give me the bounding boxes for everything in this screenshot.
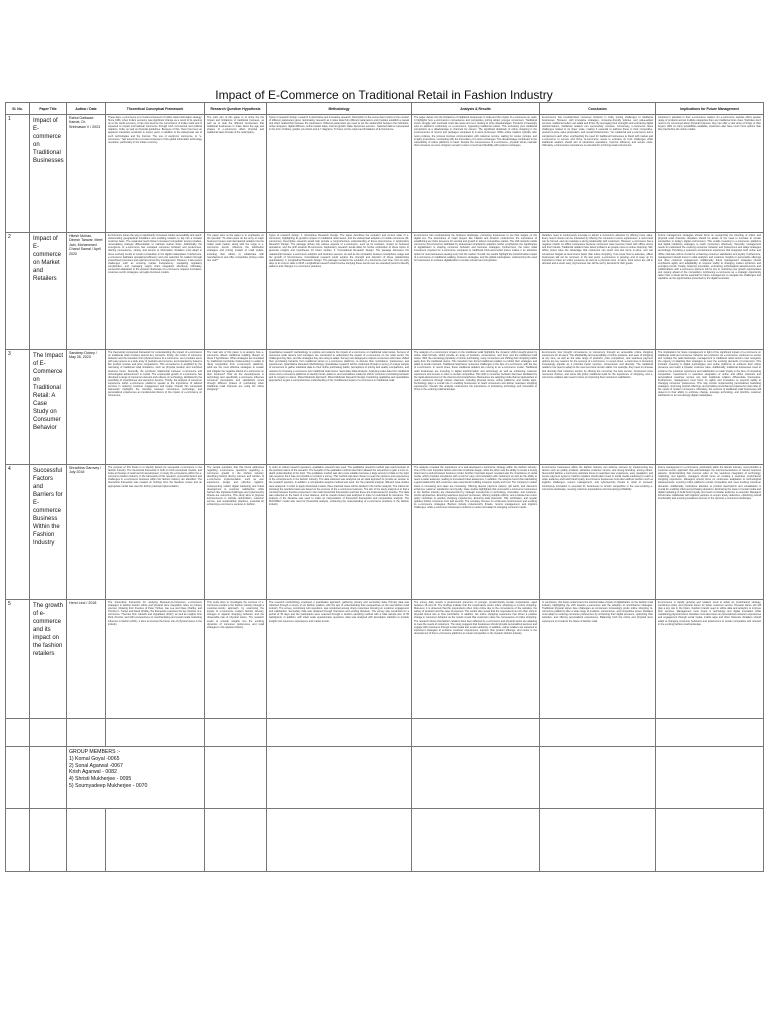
header-author-date: Author / Date bbox=[67, 103, 106, 115]
research-question-text: The main aim of this paper is to shine the the Impact and limitations of traditional business, as well as to look the different businesses that traditional businesses to make faces the age and shapes of e-commerce affect physical and traditional sales formats of the retail space. bbox=[205, 115, 267, 233]
header-conclusion: Conclusion bbox=[540, 103, 656, 115]
table-row bbox=[6, 350, 764, 465]
methodology-text: The research methodology employed a quantitative approach, gathering primary and secondary data. Primary data was collected through a survey of six fashion retailers, with the aim of understanding their perspectives on the fast fashion retail industry. The survey, comprising mini questions, was conducted among ninety responses focusing on customer engagement and satisfaction. Secondary data was obtained through interviews and existing literature. The survey was conducted for a period of 30 days and the participants were selected through a random sampling method with a total sample size of 50 participants. In addition, with Likert scale questionnaire questions, data was analyzed with descriptive statistics to provide insights into consumer experiences and market trends. bbox=[267, 600, 412, 719]
research-question-text: This study aims to investigate the success of e-commerce portals in the fashion industry through a customer-centric approach, by examining the impact of e-commerce modern fashion industry, changes in apparel shopping behavior, and the observable rate of physical stores. The research seeks to provide insights into the evolving dynamics of consumer preferences and retail strategies in the apparel industry. bbox=[205, 600, 267, 719]
conclusion-text: Retailers need to continuously innovate to attract a customer's attention by offering more value. Every store's clients can be interested by offering the consumer in-store experiences, a new brand can be formed, and can maintain a strong relationship with customers. However, e-commerce has a negative impact on offline businesses because customers have become bored with offline stores and their brands. Traditional retailers have faced problems as people move to online shopping. Still, offline stores have the advantage that customers can touch and feel items in-store, and can sometimes bargain at local stores better than online shopping. If we know how to advertise, offline businesses will not be removed. In the last years, e-commerce is growing, and to keep up it's important to have an online presence as well as a physical store. In-store, local stores are still in demand and a small, easy, big business can still be set by demand for their goods. bbox=[540, 233, 656, 350]
conclusion-text: E-commerce businesses within the fashion industry can achieve success by implementing key factors such as quality products, attractive customer service, and strong branding, among others. Successful fashion e-commerce websites focus on seamless user experience, easy navigation, and secure payment systems. Fashion retailers should also invest in social media marketing to reach a wider audience and build brand loyalty. E-commerce businesses must also address barriers such as logistics challenges, returns management, and cybersecurity threats in order to succeed. Continuous innovation is essential for businesses to remain competitive in the ever-evolving e-commerce landscape, meeting customer expectations and increasing profitability. bbox=[540, 465, 656, 600]
header-framework: Theoretical Conceptual Framework bbox=[106, 103, 205, 115]
row-number: 4 bbox=[6, 465, 30, 600]
empty-row bbox=[6, 719, 764, 747]
header-paper-title: Paper Title bbox=[30, 103, 67, 115]
framework-text: These days, e-commerce is a crucial component of India's trade information strategy. Since 1991, when India's economy saw significant change as a result of its opening up to the world economy, it has now become the cornerstone of Indian trade and is expected to impact international commerce through both commercial and political relations. India, as well as financial guidelines. Because of this, there has been an apparent interaction revolution in recent years, in addition to the widespread use of such technologies and the Internet. The use of electronic commerce, or "e-commerce," has turned into a crucial component of the global information technology revolution, particularly in the Indian economy. bbox=[106, 115, 205, 233]
literature-review-table bbox=[5, 102, 764, 872]
paper-title: Impact of E-commerce on Traditional Businesses bbox=[30, 115, 67, 233]
conclusion-text: In conclusion, this thesis underscores the transformative impact of digitalization on the fashion retail industry, highlighting the shift towards e-commerce and the adoption of omnichannel strategies. Traditional physical stores face challenges as consumers increasingly prefer online shopping. E-commerce platforms offer a wide range of products, convenience, and competitive prices. Retailers must adapt to evolving consumer preferences by enhancing their digital presence, optimizing their websites, and offering personalized experiences. Balancing both the online and physical store experience is crucial for the future of fashion retail. bbox=[540, 600, 656, 719]
member-item: 4) Shristi Mukherjee - 0095 bbox=[69, 776, 132, 783]
implications-text: Customer's paradise is their e-commerce market. An e-commerce website offers greater range of products across multiple categories than any traditional store does. Websites don't need to be concerned about physical business; they can offer a vast array of things to their buyers. With so many possibilities available, customers also have much more options than they had before the online market. bbox=[656, 115, 764, 233]
empty-row bbox=[6, 809, 764, 872]
methodology-text: Types of research design: 1. Descriptive Research Design: The paper describes the evolution and current state of e-commerce, highlighting its growth's impact on traditional retail stores, and the widespread adoption of mobile commerce (M-commerce). Descriptive research would help provide a comprehensive understanding of these phenomena. 2. Exploratory Research Design: The passage delves into various aspects of e-commerce, such as its evolution, impact on business operations, and the shift towards M-commerce. Exploratory research would allow for further exploration of these topics to generate insights and hypotheses for future studies. 3. Correlational Research Design: The passage discusses the relationship between e-commerce adoption and business success, as well as the correlation between smartphone usage and the growth of M-commerce. Correlational research could explore the strength and direction of these relationships quantitatively. 4. Longitudinal Research Design: The passage mentions the evolution of e-commerce over time, from its early days to its current state in 2018. Longitudinal research would involve studying these trends over an extended period to identify patterns and changes in e-commerce practices. bbox=[267, 233, 412, 350]
paper-title: The growth of e-commerce and its impact on the fashion retailers bbox=[30, 600, 67, 719]
author-date: Sandeep Dubey / May 26, 2023 bbox=[67, 350, 106, 465]
paper-title: Impact of E-commerce on Market and Retailers bbox=[30, 233, 67, 350]
member-item: Krish Agarwal - 0082 bbox=[69, 769, 117, 776]
implications-text: Future management in e-commerce, particularly within the fashion industry, must prioritize a customer-centric approach that acknowledges the interconnectedness of various business aspects. Understanding that success relies on the seamless integration of technology, marketing, and logistics, managers should focus on creating a seamless omnichannel shopping experience. Managers should focus on continuous adaptation to technological advancements, ensuring online platforms remain competitive and meet evolving consumer demands. Additionally, meticulous attention to product descriptions and visualization is crucial for enabling informed purchasing decisions. Embracing the power of social media and digital marketing to build brand loyalty and reach a broader audience is essential. Managers should also collaborate with logistics partners to ensure timely deliveries, optimizing overall functionality and ensuring sustained success in the dynamic e-commerce landscape. bbox=[656, 465, 764, 600]
implications-text: Future management strategies should focus on recognizing the blending of online and physical retail channels. Retailers should be aware of the need to innovate to remain competitive in today's digital environment. This entails investing in e-commerce platforms and digital marketing strategies to reach consumers effectively. Secondly, management needs to understand the evolving consumer behavior and preferences and adapt strategies accordingly. Providing a seamless omnichannel experience that integrates both online and offline channels will be crucial for enhancing customer satisfaction and loyalty. Furthermore, management should invest in data analytics and customer insights to personalize offerings and drive customer engagement. Additionally, future management strategies should emphasize agility and adaptability to respond swiftly to changing market dynamics and emerging trends. Finally, fostering innovation, embracing technological advancements and collaborations with e-commerce partners will be key to unlocking new growth opportunities and staying ahead of the competition. Embracing e-commerce as a strategic opportunity rather than a threat will be essential for future management to navigate the challenges and capitalize on the opportunities presented by the digital revolution. bbox=[656, 233, 764, 350]
framework-text: The purpose of this thesis is to identify factors for successful e-commerce in the fashion industry. The theoretical framework is built on both conceptual models, and looks at theories of retail and its development, to study the ecosystems within the e-commerce fashion industry. In the framework of this research, successful factors and challenges in e-commerce business within the fashion industry are identified. The theoretical framework was created on findings from the literature review and an appropriate model was used for further practical implementation. bbox=[106, 465, 205, 600]
research-question-text: The paper aims at the paper is to emphasize on the question "To what extent do the entry of major business houses and international retailers into the Indian retail market, along with the surge in e-commerce trends, influence the distribution strategies and pricing models of retail outlets, including their efforts to collaborate with manufacturers and offer competitive pricing under one roof?" bbox=[205, 233, 267, 350]
header-row bbox=[6, 103, 764, 115]
analysis-text: The paper delves into the limitations of traditional businesses in India and the impact of e-commerce on retail. It highlights how e-commerce's convenience and competitive pricing attract younger consumers. Traditional stores struggle with overhead costs like lease and rent, leading to price disadvantages. Products increasingly sold on platforms exclusively on e-commerce, bypassing traditional outlets. This exclusivity puts traditional competitors at a disadvantage in channels for owners. The significant drawback of online shopping is the inconvenience of returns and packages compared to in-store processes. While online retailers typically offer return policies, the process involves communication with customer service, waiting for courier pickups, and lengthy procedures, contrasting with the immediacy of in-store exchanges. This disadvantage contributes to the vulnerability of online platforms to fraud. Despite the conveniences of e-commerce, physical stores maintain their relevance as some shoppers remain in-store to touch and flexibility with product exchanges. bbox=[412, 115, 540, 233]
analysis-text: The analysis revealed the importance of a well-developed e-commerce strategy within the fashion industry. One of the most important factors was that of website design, while the other was the ability to create a strong brand and a well-structured business model. Another important aspect revealed was the importance of social media, which provides companies with a tool for easy communication with customers as well as the ability to reach a wider audience, leading to increased brand awareness. In addition, the analysis found that maintaining a good relationship with customers was essential for building customer loyalty and trust. The company's market share is increasing and sales are increasing. Offering diverse payment options, gift cards, and discounts enhances customer satisfaction and loyalty. Case studies highlighted that successful e-commerce businesses in the fashion industry are characterized by strategic investments in technology, innovation, and customer-centric approaches. Ensuring seamless payment processes, offering multiple options, and a hassle-free return policy contribute to positive shopping experiences. Ensuring data protection, SSL certificates, and regular updates bolster consumer trust and security. The company focuses on continuous improvement and evolving its e-commerce strategies. Barriers include cybersecurity threats, returns management, and logistics challenges, while e-commerce businesses continue to evolve and adapt to changing consumer needs. bbox=[412, 465, 540, 600]
table-row bbox=[6, 465, 764, 600]
header-implications: Implications for Future Management bbox=[656, 103, 764, 115]
implications-text: E-commerce is rapidly growing and retailers need to adopt an omnichannel strategy, combining online and physical stores for better customer service. Physical stores will still play a key role in the future. Fashion brands need to utilize data and analytics to improve their services. Management must invest in technology and digital innovation while maintaining physical stores. Retailers must also focus on personalized customer experiences and engagement through social media, mobile apps and other channels. Retailers should adapt to changing consumer behaviors and preferences to remain competitive and relevant in the evolving fashion retail landscape. bbox=[656, 600, 764, 719]
member-item: 5) Soumyadeep Mukherjee - 0070 bbox=[69, 782, 148, 789]
author-date: Shradhha Garnvey / July 2018 bbox=[67, 465, 106, 600]
row-number: 3 bbox=[6, 350, 30, 465]
research-question-text: The central questions that this thesis addresses regarding e-commerce questions regarding e-commerce growth in the fashion industry. Identifying factors driving success and barriers of e-commerce implementation, such as user experience design and effective logistics. Implementing unified digital marketing and brand development to customer satisfaction, while barriers like logistical challenges and cybersecurity threats are overcome. This study aims to propose improvements in website optimization, customer service, and sustainability practices, essential for enhancing e-commerce ventures in fashion. bbox=[205, 465, 267, 600]
members-row bbox=[6, 747, 764, 809]
member-item: 1) Komal Goyal -0065 bbox=[69, 755, 120, 762]
conclusion-text: E-commerce has revolutionized consumer behavior in India, posing challenges to traditional businesses. However, with innovative strategies, consumer-friendly policies, and value-added services, traditional sellers can adapt and thrive. By leveraging their strengths and embracing digital transformations, traditional retailers can successfully compete. Conversely, e-commerce faces challenges related to its sheer scale, making it essential to address these in their competitive, product-to-price value proposition, and overall infrastructure. Yet, traditional and e-commerce forms complement each other, emphasizing the need for traditional businesses to blend with market and e-commerce to survive and thrive. E-commerce needs to embrace its trust challenges while traditional retailers should aim to streamline operations, improve efficiency and reduce costs. Ultimately, a harmonious coexistence is essential for a thriving retail environment. bbox=[540, 115, 656, 233]
methodology-text: Types of research design: research is descriptive and innovative research. Description in the sense that it refers to the number of different parameters given. Exploratory research as it relies data from different parameters and provides establish a causal and effect relationship between the parameters. Different parameters are used to set the relationship between the indicators: online shoppers, digital diffusion, online market sales, internet growth. Data: Numerous sources - Selected data is represented in the form of tables, graphs, pie charts and 2-Y diagrams. To focus on the output and limitations of E-Commerce. bbox=[267, 115, 412, 233]
header-research-question: Research Question Hypothesis bbox=[205, 103, 267, 115]
row-number: 1 bbox=[6, 115, 30, 233]
implications-text: The implications for future management in light of the significant impact of e-commerce on traditional retail and consumer behavior are profound. As e-commerce continues to evolve and reshape the retail landscape, management in traditional retail sectors must recognize the urgency of adapting their strategies to meet the evolving demands of consumers. This includes investing in digital technologies and online platforms to enhance their online presence and reach a broader customer base. Additionally, traditional businesses need to enhance the customer experience and satisfaction to retain loyalty in the face of increasing competition. Investments in seamless integration of online and offline channels and personalized customer service can help traditional retailers differentiate themselves. Furthermore, management must focus on agility and innovation to respond swiftly to changing consumer preferences. This may involve implementing personalized marketing strategies, improving product offerings, and providing omnichannel experiences that cater to the needs of modern consumers. Ultimately, the success of traditional retail businesses will depend on their ability to embrace change, leverage technology, and prioritize customer satisfaction in an increasingly digital marketplace. bbox=[656, 350, 764, 465]
member-item: 2) Sonal Agarwal -0067 bbox=[69, 762, 123, 769]
framework-text: The theoretical conceptual framework for understanding the impact of e-commerce on traditional retail revolves around key concepts. Firstly, the notion of consumer behavior and the transition from physical stores to e-commerce, as it provides users with easy access to a wide array of products and services, accompanied by features like product reviews and price comparisons. This convenience is amplified by the narrowing of traditional retail limitations, such as physical location and restricted business hours. Secondly, the synthesis relationship between e-commerce and technological advancement is crucial. The exponential growth of e-commerce has disrupted a range of consumer interests and reliance on technology, facilitated by the possibility of smartphones and electronic devices. Thirdly, the analysis of consumer experience within e-commerce platforms speaks to the importance of tailored services in retaining customer engagement and loyalty. Overall, this conceptual framework highlights the interplay between consumers, technology, and personalized experiences as fundamental drivers of the impact of e-commerce on consumers. bbox=[106, 350, 205, 465]
row-number: 2 bbox=[6, 233, 30, 350]
methodology-text: Quantitative research methodology to explore and analyze the impact of e-commerce on traditional retail stores. Surveys of numerous retail owners and managers are conducted to understand the impact of e-commerce on the retail sector, the challenges they face, and the strategies they are using to adapt. Surveys are designed to capture consumers who have shifted their purchasing behavior from traditional stores to e-commerce platforms, to discuss their motivations, preferences, and experiences. Quantitative Research Methodology: Quantitative research will be conducted through a survey of a large sample of consumers to gather statistical data on their online purchasing habits, perceptions of pricing and quality comparisons, and reasons for choosing e-commerce over traditional retail stores. Secondary Data Analysis: Analyzing sales data from traditional stores and e-commerce platforms to identify trends, patterns, and correlations related to shift in consumer purchasing behavior and its impact on stores. Mixed Methods Approach: Mixed Methods Research Design Combining qualitative and quantitative approaches to gain a comprehensive understanding of the multifaceted impact of e-commerce on traditional retail. bbox=[267, 350, 412, 465]
author-date: Henri Lind / 2018 bbox=[67, 600, 106, 719]
header-analysis: Analysis & Results bbox=[412, 103, 540, 115]
table-row bbox=[6, 115, 764, 233]
framework-text: E-commerce paves the way to significantly increased market accessibility and reach, transcending geographical limitations and enabling retailers to tap into a broader customer base. The expanded reach fosters increased competition among retailers, necessitating strategic differentiation to maintain market share. Additionally, the emergence of e-commerce has reshaped consumer behavior and preferences, offering convenience, variety, and access to information. Retailers must adapt to these evolving trends to remain competitive in the digital marketplace. Furthermore, e-commerce facilitates operational efficiency and cost reduction for retailers through streamlined processes and optimized inventory management. However, it also poses challenges such as ensuring market transparency, navigating regulatory complexities, and managing supply chain integration effectively. Ultimately, successful adaptation to the dynamic landscape of e-commerce requires innovation, customer-centric strategies, and agile business models. bbox=[106, 233, 205, 350]
conclusion-text: E-commerce has brought convenience to consumers through an accessible online shopping experience for all users. The affordability and accessibility of online products, and ease of shopping at any time, as well as the wide range of products, price comparison, and seamless payment options are key reasons for the success of e-commerce. In recent times, e-commerce is becoming increasingly popular as it provides better services, convenience and diversity. The traditional retailers now need to adapt to the new trend and remain viable. For example, they need to innovate and diversify their customer service by offering the consumer the best service. Consumers have numerous choices, and some still prefer traditional retail for the experience of shopping, and e-commerce retailers also need to focus on improving their customers' satisfaction. bbox=[540, 350, 656, 465]
author-date: Rahul Gaikwad Kamat, Dr. Srinivasan V / 2023 bbox=[67, 115, 106, 233]
analysis-text: The survey data unveils a predominant presence of younger, predominantly female respondents, aged between 18 and 24. The findings indicate that the respondents prefer online shopping to in-store shopping. Moreover, it is observed that the respondents often shop online due to the convenience of the websites, the variety of products and the ease of payment. The results also reveal that the respondents do not often shop in physical stores due to time constraints. In addition, the online shopping experience has driven a positive change in consumer behavior as the results reveal that customers value the convenience of online shopping. The research shows that fashion retailers have been affected by e-commerce and physical stores are adapting to meet the needs of customers. The study suggests that businesses should provide personalized services and engage with customers through social media and email marketing. In addition, online retailers are expected to implement strategies to enhance customer experiences, improve their product offerings, and invest in the development of their e-commerce platforms to remain competitive in the dynamic fashion industry. bbox=[412, 600, 540, 719]
paper-title: Successful Factors and Barriers for E-commerce Business Within the Fashion Industry bbox=[30, 465, 67, 600]
header-sno: Sl. No. bbox=[6, 103, 30, 115]
table-row bbox=[6, 233, 764, 350]
research-question-text: The main aim of this paper is to analyze how e-commerce affects traditional retailing. Based on these 3 hypotheses. When strategies are innovated by traditional merchants implementing to adapt to rising competition from e-commerce platforms, what are the most effective strategies to sustain and mitigate the negative effects of e-commerce on their business? How do the developments in technology and specifically e-commerce influence consumer perceptions and satisfaction levels through different phases of purchasing when traditional retail channels are using the online shopping? bbox=[205, 350, 267, 465]
paper-title: The Impact of E-Commerce on Traditional Retail: A Case Study on Consumer Behavior bbox=[30, 350, 67, 465]
methodology-text: In order to collect research questions, qualitative research was used. The qualitative research method was used because of the practical nature of the research. The benefits of the qualitative method was that it allowed the researcher to gain a more in-depth understanding of the topic. The qualitative method was also more suitable because a large amount of data on the topic was required, but it was not possible to conduct a survey. This method was also chosen to seek the opinions and experiences of the entrepreneurs in the fashion industry. The data collected was analyzed via an ideal approach to provide an answer to the research question. In addition, a comparative analysis method was used. For the practical analysis, different case studies were analyzed. In order to apply theoretical models, three practical cases will be studied in the further analysis. The criteria for choosing the practical cases are based on the success of the e-commerce business. The aim of the study analysis is to find a contrast between theories presented in the main theoretical frameworks and how these are implemented in practice. The data was collected on the basis of a few features, and its overall content was analyzed in order to understand its relevance. The analysis of the literature was used to make an interpretation of theoretical frameworks and comparative analysis. The McKINSEY model was used for theoretical analysis, enhancing the understanding of e-commerce practices in the fashion industry. bbox=[267, 465, 412, 600]
sheet-title: Impact of E-Commerce on Traditional Retail in Fashion Industry bbox=[215, 88, 553, 102]
analysis-text: E-commerce has revolutionized the business landscape, prompting businesses to set their targets on the digital era. The dominance of major players like Flipkart and Amazon underscores the importance of establishing an online presence for survival and growth in today's competitive market. The shift towards mobile commerce (M-commerce) facilitated by widespread smartphone adoption further emphasizes the significance of digitalization in shaping consumer behavior and business strategies. Furthermore, the lower initial investment required for e-commerce compared to traditional brick-and-mortar stores makes it an attractive option for new businesses seeking entry into the market. Overall, the results highlight the transformative impact of e-commerce on traditional retailing, business strategies, and the global marketplace, underscoring the need for businesses to embrace digitalization to remain relevant and competitive. bbox=[412, 233, 540, 350]
analysis-text: The analysis of e-commerce's impact on the traditional retail highlights the dynamic shifts brought about by online retail formats, which provide an array of products, convenience, and trust, and the traditional retail stores. With the increasing popularity of online purchasing, many consumers are shifting their shopping habits away from the traditional stores. This transition has forced traditional retailers to rethink their strategies and adapt to remain relevant. Traditional retail faces numerous challenges in the face of e-commerce, with the rise of e-commerce. In recent times, these traditional retailers are moving to an e-commerce model. Traditional retail businesses are investing in digital transformation and technology as well as enhancing customer experience and service in order to remain competitive. This shift in consumer behavior has been facilitated by the rapid advancement of the internet and smartphones. Businesses are adopting multi-channel approaches to reach customers through various channels, including physical stores, online platforms, and mobile apps. Technology plays a crucial role in enabling businesses to reach consumers and deliver seamless shopping experiences. Overall, this analysis underscores the importance of embracing technology and innovation to thrive in the evolving retail landscape. bbox=[412, 350, 540, 465]
group-members bbox=[67, 747, 205, 809]
author-date: Hitesh Mohan, Dinesh Tanwar, Meet Jain, Mohammed Chand Samal / April 2020 bbox=[67, 233, 106, 350]
header-methodology: Methodology bbox=[267, 103, 412, 115]
row-number: 5 bbox=[6, 600, 30, 719]
members-heading: GROUP MEMBERS :- bbox=[69, 749, 121, 755]
framework-text: The theoretical framework for studying Business-to-Consumer e-commerce strategies in fashion brands' online and physical store integration relies on primary sources. Drawing from theories of Peter Turban, Jae Lee and Dave Chaffey, and Timothy C. Tucker and David Chaffey, the framework examines the key theories of e-commerce. Theories from Castells and Ingvaldsen (2017), as well as insights from Park, Pentzel, and Gill's perspectives on merchandising and social media marketing influence in fashion (2011), it aims to forecast the future role of physical stores in the industry. bbox=[106, 600, 205, 719]
table-row bbox=[6, 600, 764, 719]
